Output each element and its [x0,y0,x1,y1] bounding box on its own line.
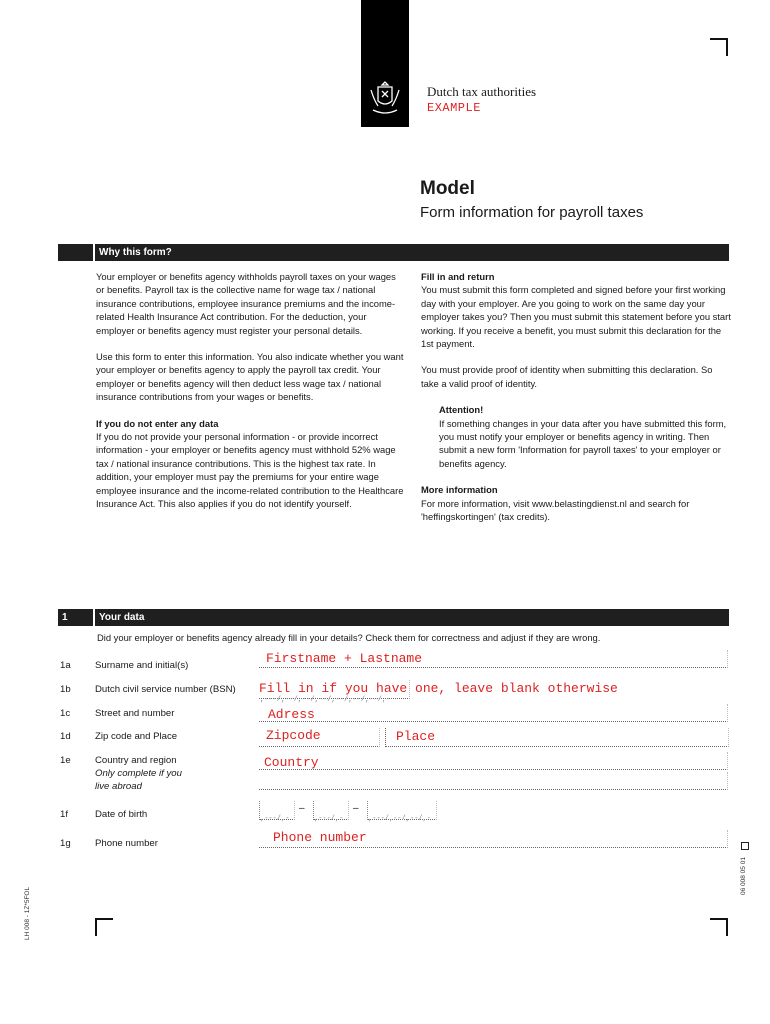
fill-return-paragraph: You must submit this form completed and signed before your first working day with your employer. Are you going to work on the same day your employer takes you? Then you must submit this statement before you start working. If you receive a benefit, you must submit this declaration for the 1st payment. [421,284,731,350]
why-right-column [421,270,731,524]
row-1e-label: Country and region [95,755,177,766]
logo-block [361,0,409,127]
surname-fill-text: Firstname + Lastname [266,651,423,666]
row-1c-label: Street and number [95,708,175,719]
section-why-title: Why this form? [99,247,172,258]
organization-name: Dutch tax authorities [427,84,537,99]
attention-heading: Attention! [439,404,484,416]
attention-paragraph: If something changes in your data after you have submitted this form, you must notify your employer or benefits agency in writing. Then submit a new form 'Information for payroll taxes' to your employer or benefits agency. [439,417,727,469]
row-1a-number: 1a [60,660,71,671]
more-info-heading: More information [421,484,498,496]
row-1g-label: Phone number [95,838,158,849]
date-separator-1: – [299,803,305,814]
zipcode-fill-text: Zipcode [266,728,321,743]
attention-block [439,403,731,470]
row-1e-note-2: live abroad [95,781,142,792]
section-why-header [95,244,729,261]
corner-mark-top-right [710,38,728,56]
section-1-intro: Did your employer or benefits agency already fill in your details? Check them for correctness and adjust if they are wrong. [97,632,601,643]
section-1-header [95,609,729,626]
street-fill-text: Adress [268,707,315,722]
row-1f-label: Date of birth [95,809,148,820]
row-1b-label: Dutch civil service number (BSN) [95,684,236,695]
phone-fill-text: Phone number [273,830,367,845]
example-stamp: EXAMPLE [427,101,481,115]
scan-marker-square [741,842,749,850]
row-1c-number: 1c [60,708,71,719]
place-fill-text: Place [396,729,436,744]
no-data-heading: If you do not enter any data [96,417,219,429]
bsn-digit-ticks: ,---/,--/,--/,--/,--/,--/,--/,- [260,696,391,704]
country-field[interactable] [259,752,728,770]
place-field[interactable] [385,728,729,747]
why-paragraph-2: Use this form to enter this information. You also indicate whether you want your employer or benefits agency to apply the payroll tax credit. Your employer or benefits agency will then deduct less wage tax / national insurance contributions from your wages or benefits. [96,351,404,403]
organization-block [427,84,536,116]
section-1-number-bar [58,609,93,626]
row-1d-label: Zip code and Place [95,731,178,742]
why-paragraph-1: Your employer or benefits agency withholds payroll taxes on your wages or benefits. Payroll tax is the collective name for wage tax / national insurance contributions, employee insurance premiums and the income-related Health Insurance Act contribution. For the deduction, your employer or benefits agency must register your personal details. [96,271,396,336]
date-separator-2: – [353,803,359,814]
section-1-number: 1 [62,612,68,623]
birth-month-ticks: ,---/,- [314,815,344,823]
region-field[interactable] [259,772,728,790]
row-1e-note-1: Only complete if you [95,768,182,779]
form-subtitle: Form information for payroll taxes [420,204,644,221]
row-1b-number: 1b [60,684,71,695]
birth-day-ticks: ,---/,- [260,815,290,823]
street-field[interactable] [259,704,728,722]
corner-mark-bottom-right [710,918,728,936]
section-1-title: Your data [99,612,145,623]
corner-mark-bottom-left [95,918,113,936]
birth-year-ticks: ,---/,--/,--/,- [368,815,432,823]
row-1g-number: 1g [60,838,71,849]
more-info-paragraph: For more information, visit www.belastingdienst.nl and search for 'heffingskortingen' (tax credits). [421,497,690,523]
why-left-column [96,270,406,511]
left-form-code: LH 008 - 1Z*5FOL [24,886,31,940]
no-data-paragraph: If you do not provide your personal information - or provide incorrect information - your employer or benefits agency must withhold 52% wage tax / national insurance contributions. This is the highest tax rate. In addition, your employer must pay the premiums for your entire wage employee insurance and the income-related contribution to the Healthcare Insurance Act. This also applies if you do not identify yourself. [96,431,404,510]
section-why-number-bar [58,244,93,261]
fill-return-heading: Fill in and return [421,271,495,282]
right-form-code: 06 008 05 01 [740,857,747,895]
row-1f-number: 1f [60,809,69,820]
proof-identity-paragraph: You must provide proof of identity when submitting this declaration. So take a valid proof of identity. [421,364,713,389]
bsn-fill-text: Fill in if you have one, leave blank otherwise [259,681,618,696]
row-1e-number: 1e [60,755,71,766]
form-model-title: Model [420,178,475,199]
country-fill-text: Country [264,755,319,770]
royal-coat-of-arms-icon [365,78,405,118]
row-1d-number: 1d [60,731,71,742]
row-1a-label: Surname and initial(s) [95,660,189,671]
